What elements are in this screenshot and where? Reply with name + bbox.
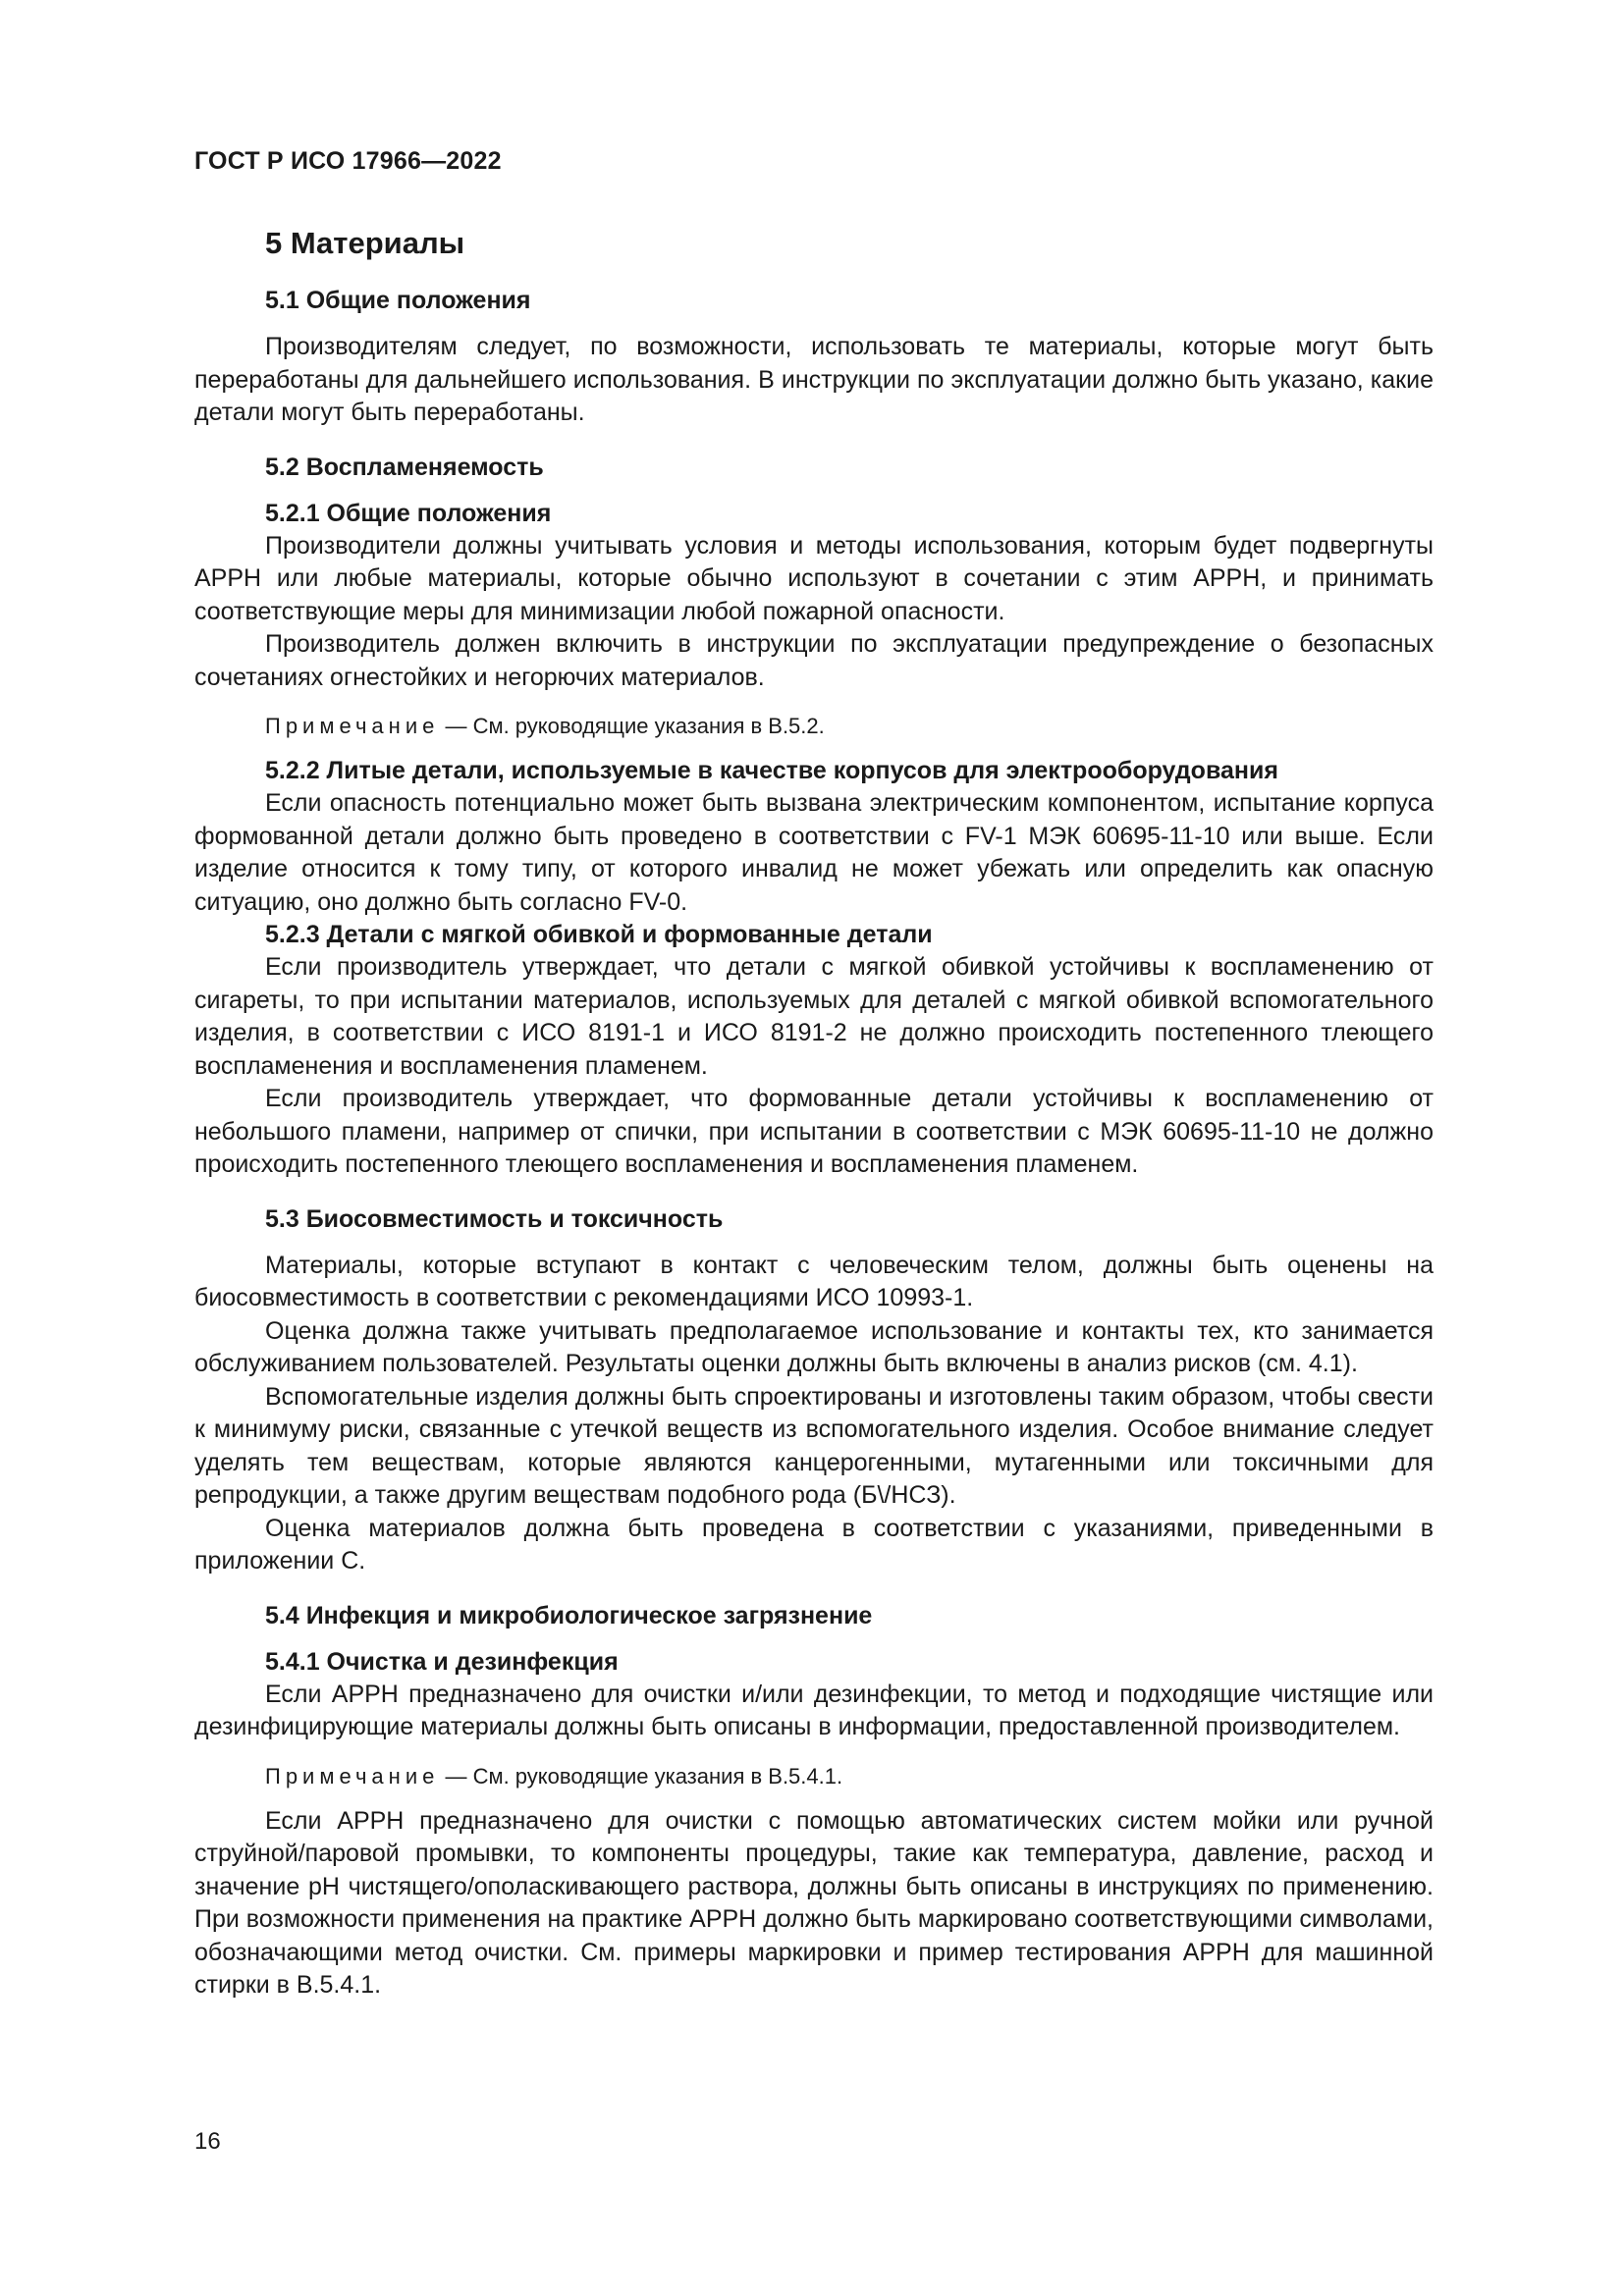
section-5-1-paragraph: Производителям следует, по возможности, использовать те материалы, которые могут быть переработаны для дальнейшего использования. В инструкции по эксплуатации должно быть указано, какие детали могут быть переработаны. [194,333,1434,426]
section-5-2-3-paragraph-2: Если производитель утверждает, что формованные детали устойчивы к воспламенению от небольшого пламени, например от спички, при испытании в соответствии с МЭК 60695-11-10 не должно происходить постепенного тлеющего воспламенения и воспламенения пламенем. [194,1085,1434,1178]
note-text: — См. руководящие указания в В.5.4.1. [439,1763,843,1789]
section-5-3-paragraph-3: Вспомогательные изделия должны быть спроектированы и изготовлены таким образом, чтобы свести к минимуму риски, связанные с утечкой веществ из вспомогательного изделия. Особое внимание следует уделять тем веществам, которые являются канцерогенными, мутагенными или токсичными для репродукции, а также другим веществам подобного рода (Б\/НСЗ). [194,1382,1434,1509]
section-5-3-paragraph-2: Оценка должна также учитывать предполагаемое использование и контакты тех, кто занимается обслуживанием пользователей. Результаты оценки должны быть включены в анализ рисков (см. 4.1). [194,1316,1434,1377]
section-5-2-1-paragraph-2: Производитель должен включить в инструкции по эксплуатации предупреждение о безопасных сочетаниях огнестойких и негорючих материалов. [194,630,1434,691]
section-5-title: 5 Материалы [265,226,465,260]
document-body [194,224,1434,2002]
section-5-4-1-title: 5.4.1 Очистка и дезинфекция [265,1647,619,1676]
section-5-2-1-paragraph-1: Производители должны учитывать условия и методы использования, которым будет подвергнуты АРРН или любые материалы, которые обычно используют в сочетании с этим АРРН, и принимать соответствующие меры для минимизации любой пожарной опасности. [194,531,1434,625]
note-label: Примечание [265,714,440,738]
section-5-4-1-note [194,1762,1434,1791]
page-number: 16 [194,2128,221,2155]
section-5-3-paragraph-1: Материалы, которые вступают в контакт с человеческим телом, должны быть оценены на биосовместимость в соответствии с рекомендациями ИСО 10993-1. [194,1251,1434,1311]
section-5-4-1-paragraph-1: Если АРРН предназначено для очистки и/или дезинфекции, то метод и подходящие чистящие или дезинфицирующие материалы должны быть описаны в информации, предоставленной производителем. [194,1680,1434,1740]
section-5-3-title: 5.3 Биосовместимость и токсичность [265,1204,724,1233]
section-5-2-2-paragraph: Если опасность потенциально может быть вызвана электрическим компонентом, испытание корпуса формованной детали должно быть проведено в соответствии с FV-1 МЭК 60695-11-10 или выше. Если изделие относится к тому типу, от которого инвалид не может убежать или определить как опасную ситуацию, оно должно быть согласно FV-0. [194,789,1434,916]
note-label: Примечание [265,1763,440,1789]
section-5-2-1-note [194,712,1434,741]
section-5-2-1-title: 5.2.1 Общие положения [265,499,552,527]
section-5-4-title: 5.4 Инфекция и микробиологическое загрязнение [265,1601,873,1629]
section-5-2-3-paragraph-1: Если производитель утверждает, что детали с мягкой обивкой устойчивы к воспламенению от сигареты, то при испытании материалов, используемых для деталей с мягкой обивкой вспомогательного изделия, в соответствии с ИСО 8191-1 и ИСО 8191-2 не должно происходить постепенного тлеющего воспламенения и воспламенения пламенем. [194,953,1434,1080]
note-text: — См. руководящие указания в В.5.2. [439,714,825,738]
section-5-2-title: 5.2 Воспламеняемость [265,453,544,481]
document-header: ГОСТ Р ИСО 17966—2022 [194,147,502,175]
section-5-2-2-title: 5.2.2 Литые детали, используемые в качестве корпусов для электрооборудования [265,757,1278,784]
section-5-1-title: 5.1 Общие положения [265,287,531,314]
section-5-2-3-title: 5.2.3 Детали с мягкой обивкой и формованные детали [265,921,933,948]
section-5-4-1-paragraph-2: Если АРРН предназначено для очистки с помощью автоматических систем мойки или ручной струйной/паровой промывки, то компоненты процедуры, такие как температура, давление, расход и значение рН чистящего/ополаскивающего раствора, должны быть описаны в инструкциях по применению. При возможности применения на практике АРРН должно быть маркировано соответствующими символами, обозначающими метод очистки. См. примеры маркировки и пример тестирования АРРН для машинной стирки в В.5.4.1. [194,1806,1434,1999]
section-5-3-paragraph-4: Оценка материалов должна быть проведена в соответствии с указаниями, приведенными в приложении С. [194,1514,1434,1575]
